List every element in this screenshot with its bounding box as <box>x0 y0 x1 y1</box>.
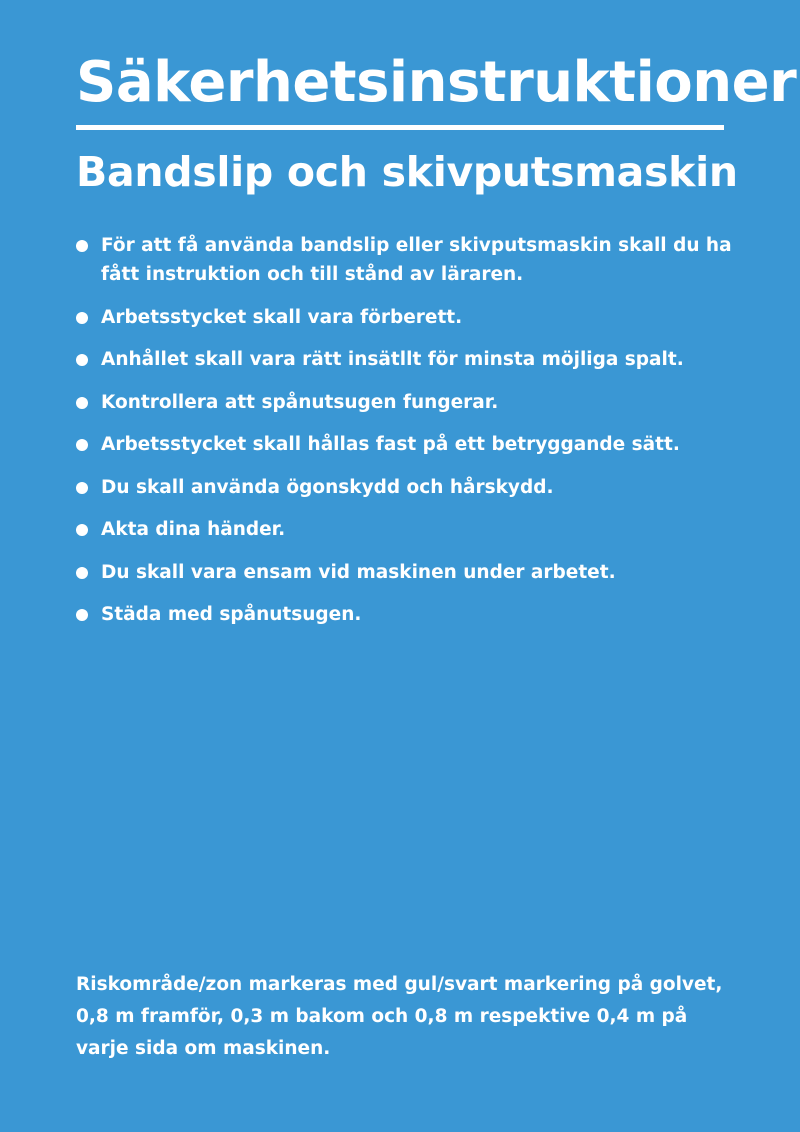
safety-rule <box>76 345 736 374</box>
safety-rule-text: Arbetsstycket skall hållas fast på ett betryggande sätt. <box>101 434 680 455</box>
safety-rule <box>76 515 736 544</box>
bullet-icon <box>76 524 88 536</box>
sign-title: Säkerhetsinstruktioner <box>76 50 797 115</box>
safety-rule-text: Du skall använda ögonskydd och hårskydd. <box>101 476 554 498</box>
safety-rule <box>76 388 736 417</box>
bullet-icon <box>76 397 88 409</box>
safety-rule-text: För att få använda bandslip eller skivputsmaskin skall du ha fått instruktion och till stånd av läraren. <box>101 235 732 285</box>
safety-rule <box>76 231 736 289</box>
bullet-icon <box>76 609 88 621</box>
safety-rule-text: Akta dina händer. <box>101 519 286 540</box>
safety-rule <box>76 430 736 459</box>
safety-rule-text: Städa med spånutsugen. <box>101 604 362 625</box>
safety-rule-text: Du skall vara ensam vid maskinen under arbetet. <box>101 561 616 583</box>
safety-rule <box>76 303 736 332</box>
safety-rule-text: Arbetsstycket skall vara förberett. <box>101 306 463 328</box>
bullet-icon <box>76 482 88 494</box>
bullet-icon <box>76 354 88 366</box>
bullet-icon <box>76 240 88 252</box>
safety-rules-list <box>76 231 736 643</box>
risk-zone-note: Riskområde/zon markeras med gul/svart markering på golvet, 0,8 m framför, 0,3 m bakom och 0,8 m respektive 0,4 m på varje sida om maskinen. <box>76 974 723 1059</box>
safety-rule-text: Anhållet skall vara rätt insätllt för minsta möjliga spalt. <box>101 349 684 370</box>
safety-rule-text: Kontrollera att spånutsugen fungerar. <box>101 391 499 413</box>
bullet-icon <box>76 439 88 451</box>
sign-subtitle: Bandslip och skivputsmaskin <box>76 148 738 196</box>
bullet-icon <box>76 312 88 324</box>
title-divider <box>76 125 724 130</box>
safety-rule <box>76 558 736 587</box>
bullet-icon <box>76 567 88 579</box>
safety-rule <box>76 473 736 502</box>
safety-rule <box>76 600 736 629</box>
